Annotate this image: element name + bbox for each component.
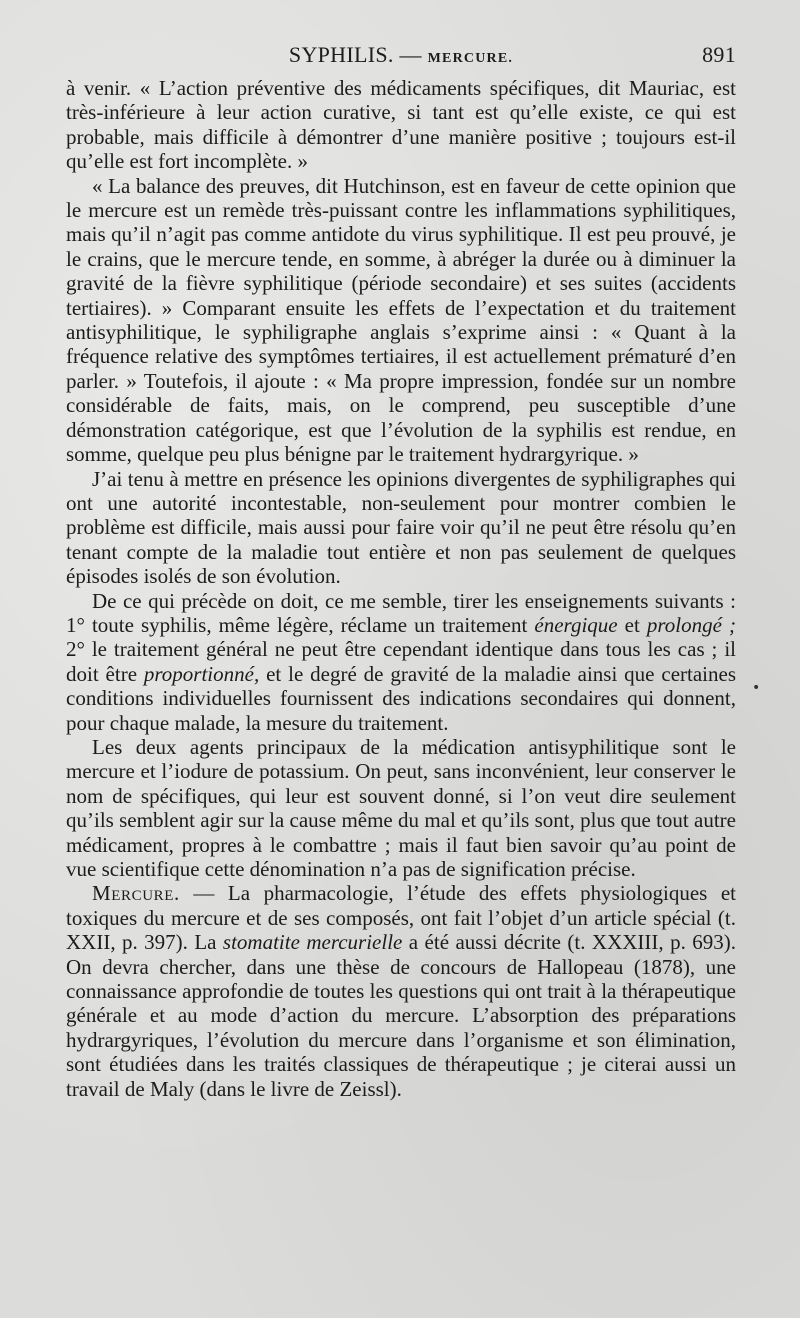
running-head bbox=[66, 42, 736, 76]
p6-text-a: — La pharmacologie, l’étude des effets physiologiques et toxiques du mercure et de ses composés, ont fait l’objet d’un article spécial (t. XXII, p. 397). La bbox=[66, 881, 736, 955]
paragraph-1: à venir. « L’action préventive des médicaments spécifiques, dit Mauriac, est très-inférieure à leur action curative, si tant est qu’elle existe, ce qui est probable, mais difficile à démontrer d’une manière positive ; toujours est-il qu’elle est fort incomplète. » bbox=[66, 76, 736, 174]
header-dash: — bbox=[399, 42, 422, 67]
margin-speck-mark: • bbox=[752, 680, 761, 696]
book-page bbox=[66, 42, 736, 1101]
p4-text-a: De ce qui précède on doit, ce me semble, tirer les enseignements suivants : 1° toute syphilis, même légère, réclame un traitement bbox=[66, 588, 736, 637]
p6-text-b: a été aussi décrite (t. XXXIII, p. 693). On devra chercher, dans une thèse de concours de Hallopeau (1878), une connaissance approfondie de toutes les questions qui ont trait à la thérapeutique générale et au mode d’action du mercure. L’absorption des préparations hydrargyriques, l’évolution du mercure dans l’organisme et son élimination, sont étudiées dans les traités classiques de thérapeutique ; je citerai aussi un travail de Maly (dans le livre de Zeissl). bbox=[66, 930, 737, 1101]
p4-text-b: et bbox=[617, 612, 647, 637]
p4-emphasis-proportionne: proportionné, bbox=[143, 661, 260, 686]
p6-emphasis-stomatite: stomatite mercurielle bbox=[222, 930, 403, 955]
p4-text-c: 2° le traitement général ne peut être cependant identique dans tous les cas ; il doit être bbox=[66, 637, 736, 686]
paragraph-3: J’ai tenu à mettre en présence les opinions divergentes de syphiligraphes qui ont une autorité incontestable, non-seulement pour montrer combien le problème est difficile, mais aussi pour faire voir qu’il ne peut être résolu qu’en tenant compte de la maladie tout entière et non pas seulement de quelques épisodes isolés de son évolution. bbox=[66, 466, 736, 589]
page-number: 891 bbox=[702, 42, 736, 67]
running-title bbox=[66, 42, 736, 68]
header-section: MERCURE. bbox=[427, 51, 514, 66]
section-heading-mercure: Mercure. bbox=[92, 881, 180, 906]
paragraph-6 bbox=[66, 881, 736, 1101]
paragraph-2: « La balance des preuves, dit Hutchinson, est en faveur de cette opinion que le mercure est un remède très-puissant contre les inflammations syphilitiques, mais qu’il n’agit pas comme antidote du virus syphilitique. Il est peu prouvé, je le crains, que le mercure tende, en somme, à abréger la durée ou à diminuer la gravité de la fièvre syphilitique (période secondaire) et ses suites (accidents tertiaires). » Comparant ensuite les effets de l’expectation et du traitement antisyphilitique, le syphiligraphe anglais s’exprime ainsi : « Quant à la fréquence relative des symptômes tertiaires, il est actuellement prématuré d’en parler. » Toutefois, il ajoute : « Ma propre impression, fondée sur un nombre considérable de faits, mais, on le comprend, peu susceptible d’une démonstration catégorique, est que l’évolution de la syphilis est rendue, en somme, quelque peu plus bénigne par le traitement hydrargyrique. » bbox=[66, 173, 736, 467]
p4-emphasis-prolonge: prolongé ; bbox=[646, 612, 736, 637]
paragraph-4 bbox=[66, 589, 736, 735]
paragraph-5: Les deux agents principaux de la médication antisyphilitique sont le mercure et l’iodure de potassium. On peut, sans inconvénient, leur conserver le nom de spécifiques, qui leur est souvent donné, si l’on veut dire seulement qu’ils semblent agir sur la cause même du mal et qu’ils sont, plus que tout autre médicament, propres à le combattre ; mais il faut bien savoir qu’au point de vue scientifique cette dénomination n’a pas de signification précise. bbox=[66, 734, 736, 881]
p4-text-d: et le degré de gravité de la maladie ainsi que certaines conditions individuelles fournissent des indications secondaires qui donnent, pour chaque malade, la mesure du traitement. bbox=[66, 661, 736, 735]
header-title: SYPHILIS. bbox=[288, 42, 394, 67]
p4-emphasis-energique: énergique bbox=[534, 612, 618, 637]
